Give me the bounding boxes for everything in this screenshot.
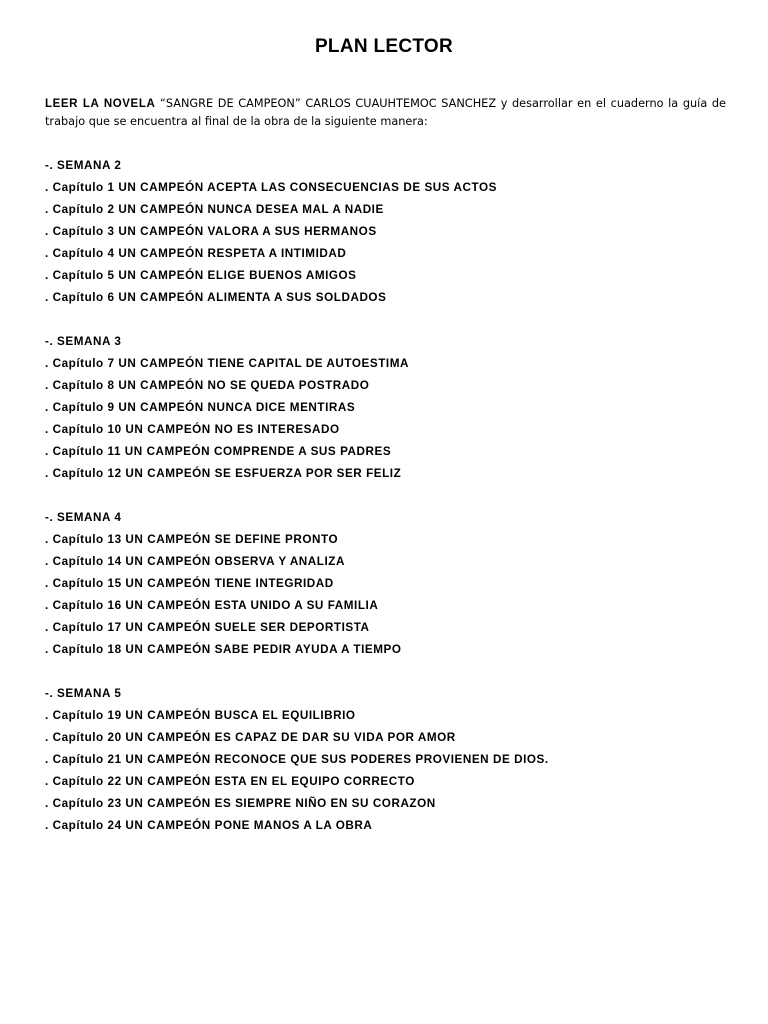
week-heading: -. SEMANA 3 xyxy=(45,335,122,348)
week-heading: -. SEMANA 4 xyxy=(45,511,122,524)
chapter-item: . Capítulo 19 UN CAMPEÓN BUSCA EL EQUILIBRIO xyxy=(45,709,356,722)
chapter-item: . Capítulo 20 UN CAMPEÓN ES CAPAZ DE DAR SU VIDA POR AMOR xyxy=(45,731,456,744)
chapter-item: . Capítulo 17 UN CAMPEÓN SUELE SER DEPORTISTA xyxy=(45,621,370,634)
week-heading: -. SEMANA 2 xyxy=(45,159,122,172)
chapter-item: . Capítulo 13 UN CAMPEÓN SE DEFINE PRONTO xyxy=(45,533,339,546)
chapter-item: . Capítulo 14 UN CAMPEÓN OBSERVA Y ANALIZA xyxy=(45,555,345,568)
week-section-4 xyxy=(45,507,745,661)
week-heading: -. SEMANA 5 xyxy=(45,687,122,700)
chapter-item: . Capítulo 11 UN CAMPEÓN COMPRENDE A SUS PADRES xyxy=(45,445,392,458)
intro-lead: LEER LA NOVELA xyxy=(45,98,156,110)
chapter-item: . Capítulo 5 UN CAMPEÓN ELIGE BUENOS AMIGOS xyxy=(45,269,357,282)
page-title: PLAN LECTOR xyxy=(314,36,454,57)
chapter-item: . Capítulo 1 UN CAMPEÓN ACEPTA LAS CONSECUENCIAS DE SUS ACTOS xyxy=(45,181,497,194)
chapter-item: . Capítulo 8 UN CAMPEÓN NO SE QUEDA POSTRADO xyxy=(45,379,370,392)
week-section-3 xyxy=(45,331,745,485)
chapter-item: . Capítulo 22 UN CAMPEÓN ESTA EN EL EQUIPO CORRECTO xyxy=(45,775,415,788)
chapter-item: . Capítulo 21 UN CAMPEÓN RECONOCE QUE SUS PODERES PROVIENEN DE DIOS. xyxy=(45,753,549,766)
chapter-item: . Capítulo 24 UN CAMPEÓN PONE MANOS A LA OBRA xyxy=(45,819,373,832)
chapter-item: . Capítulo 16 UN CAMPEÓN ESTA UNIDO A SU FAMILIA xyxy=(45,599,379,612)
intro-paragraph xyxy=(45,95,726,130)
chapter-item: . Capítulo 6 UN CAMPEÓN ALIMENTA A SUS SOLDADOS xyxy=(45,291,387,304)
chapter-item: . Capítulo 4 UN CAMPEÓN RESPETA A INTIMIDAD xyxy=(45,247,347,260)
chapter-item: . Capítulo 15 UN CAMPEÓN TIENE INTEGRIDAD xyxy=(45,577,334,590)
chapter-item: . Capítulo 7 UN CAMPEÓN TIENE CAPITAL DE AUTOESTIMA xyxy=(45,357,409,370)
chapter-item: . Capítulo 12 UN CAMPEÓN SE ESFUERZA POR SER FELIZ xyxy=(45,467,402,480)
week-section-5 xyxy=(45,683,745,837)
chapter-item: . Capítulo 18 UN CAMPEÓN SABE PEDIR AYUDA A TIEMPO xyxy=(45,643,402,656)
week-section-2 xyxy=(45,155,745,309)
chapter-item: . Capítulo 10 UN CAMPEÓN NO ES INTERESADO xyxy=(45,423,340,436)
chapter-item: . Capítulo 9 UN CAMPEÓN NUNCA DICE MENTIRAS xyxy=(45,401,356,414)
intro-text: “SANGRE DE CAMPEON” CARLOS CUAUHTEMOC SANCHEZ y desarrollar en el cuaderno la guía de trabajo que se encuentra al final de la obra de la siguiente manera: xyxy=(45,97,726,128)
reading-schedule xyxy=(45,155,745,859)
chapter-item: . Capítulo 23 UN CAMPEÓN ES SIEMPRE NIÑO EN SU CORAZON xyxy=(45,797,436,810)
chapter-item: . Capítulo 2 UN CAMPEÓN NUNCA DESEA MAL A NADIE xyxy=(45,203,384,216)
chapter-item: . Capítulo 3 UN CAMPEÓN VALORA A SUS HERMANOS xyxy=(45,225,377,238)
